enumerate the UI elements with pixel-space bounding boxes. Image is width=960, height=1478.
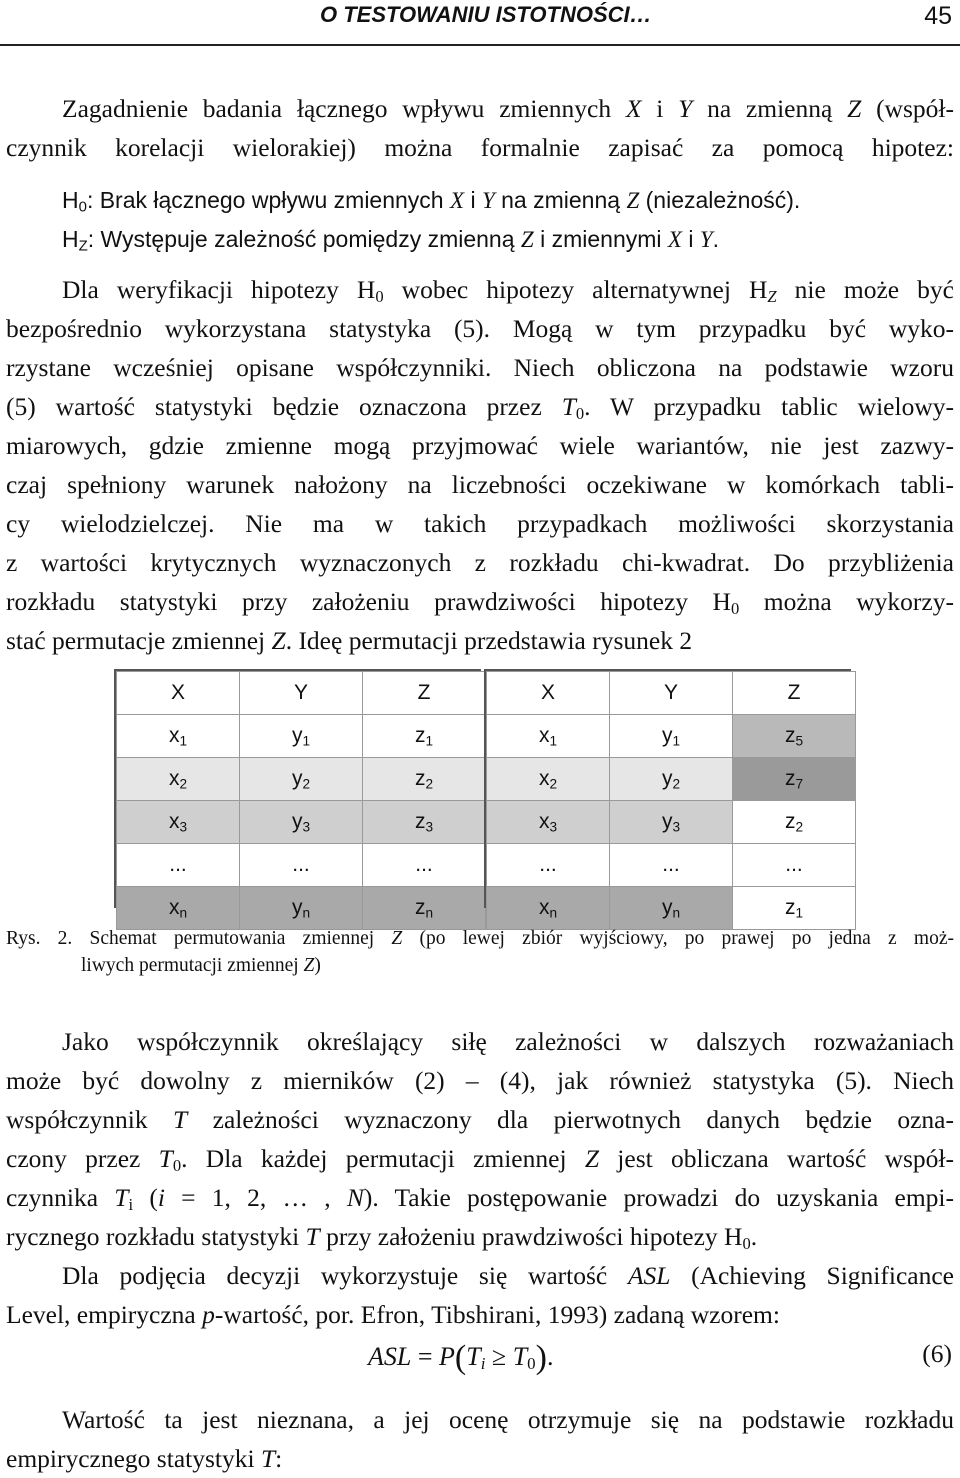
left-table (116, 671, 486, 930)
table-cell: $z_1$ (733, 887, 856, 930)
running-title: O TESTOWANIU ISTOTNOŚCI… (320, 2, 652, 27)
para1-line1: Zagadnienie badania łącznego wpływu zmiennych X i Y na zmienną Z (współ- (62, 94, 954, 123)
table-cell: $z_5$ (733, 715, 856, 758)
text-line: empirycznego statystyki T: (6, 1444, 283, 1473)
text-line: Dla weryfikacji hipotezy $H_0$ wobec hipotezy alternatywnej $H_Z$ nie może być (62, 275, 954, 307)
equation-number: (6) (922, 1339, 952, 1368)
text-line: (5) wartość statystyki będzie oznaczona przez $T_0$. W przypadku tablic wielowy- (6, 392, 954, 424)
text-line: czony przez $T_0$. Dla każdej permutacji zmiennej Z jest obliczana wartość współ- (6, 1144, 954, 1176)
para1-line2: czynnik korelacji wielorakiej) można formalnie zapisać za pomocą hipotez: (6, 133, 954, 162)
table-cell: $x_3$ (487, 801, 610, 844)
table-row (487, 715, 856, 758)
text-line: rzystane wcześniej opisane współczynniki. Niech obliczona na podstawie wzoru (6, 353, 954, 382)
table-row (117, 801, 486, 844)
table-cell: $x_1$ (117, 715, 240, 758)
table-cell: $x_1$ (487, 715, 610, 758)
text-line: może być dowolny z mierników (2) – (4), jak również statystyka (5). Niech (6, 1066, 954, 1095)
table-cell: ... (610, 844, 733, 887)
table-cell: ... (487, 844, 610, 887)
text-line: Jako współczynnik określający siłę zależności w dalszych rozważaniach (62, 1027, 954, 1056)
table-cell: ... (117, 844, 240, 887)
text-line: cy wielodzielczej. Nie ma w takich przypadkach możliwości skorzystania (6, 509, 954, 538)
header-rule (0, 44, 960, 46)
table-cell: ... (733, 844, 856, 887)
table-header-cell: Z (363, 672, 486, 715)
table-cell: $z_3$ (363, 801, 486, 844)
table-cell: $z_1$ (363, 715, 486, 758)
table-row (487, 801, 856, 844)
table-cell: $x_2$ (117, 758, 240, 801)
text-line: rycznego rozkładu statystyki T przy założeniu prawdziwości hipotezy $H_0$. (6, 1222, 758, 1254)
text-line: stać permutacje zmiennej Z. Ideę permutacji przedstawia rysunek 2 (6, 626, 693, 655)
table-cell: $x_3$ (117, 801, 240, 844)
table-header-cell: X (117, 672, 240, 715)
table-cell: $z_2$ (733, 801, 856, 844)
table-cell: $x_2$ (487, 758, 610, 801)
text-line: miarowych, gdzie zmienne mogą przyjmować wiele wariantów, nie jest zazwy- (6, 431, 954, 460)
table-cell: $y_n$ (610, 887, 733, 930)
table-row (117, 844, 486, 887)
table-cell: $y_n$ (240, 887, 363, 930)
hypothesis-hz: $H_Z$: Występuje zależność pomiędzy zmienną Z i zmiennymi X i Y. (62, 226, 720, 255)
table-cell: $y_2$ (610, 758, 733, 801)
table-cell: $z_7$ (733, 758, 856, 801)
text-line: Wartość ta jest nieznana, a jej ocenę otrzymuje się na podstawie rozkładu (62, 1405, 954, 1434)
table-cell: ... (240, 844, 363, 887)
hypothesis-h0: $H_0$: Brak łącznego wpływu zmiennych X i Y na zmienną Z (niezależność). (62, 187, 801, 216)
table-header-cell: X (487, 672, 610, 715)
table-row (487, 844, 856, 887)
table-row (487, 758, 856, 801)
text-line: rozkładu statystyki przy założeniu prawdziwości hipotezy $H_0$ można wykorzy- (6, 587, 954, 619)
text-line: czaj spełniony warunek nałożony na liczebności oczekiwane w komórkach tabli- (6, 470, 954, 499)
table-cell: $x_n$ (117, 887, 240, 930)
text-line: Dla podjęcia decyzji wykorzystuje się wartość ASL (Achieving Significance (62, 1261, 954, 1290)
table-cell: $y_2$ (240, 758, 363, 801)
table-header-cell: Z (733, 672, 856, 715)
table-cell: $z_n$ (363, 887, 486, 930)
table-cell: $y_3$ (610, 801, 733, 844)
text-line: z wartości krytycznych wyznaczonych z rozkładu chi-kwadrat. Do przybliżenia (6, 548, 954, 577)
table-row (117, 715, 486, 758)
text-line: czynnika $T_i$ (i = 1, 2, … , N). Takie postępowanie prowadzi do uzyskania empi- (6, 1183, 954, 1215)
running-header (0, 0, 960, 46)
table-row (117, 758, 486, 801)
table-row (487, 887, 856, 930)
table-row (117, 887, 486, 930)
table-cell: ... (363, 844, 486, 887)
table-header-cell: Y (610, 672, 733, 715)
table-header-cell: Y (240, 672, 363, 715)
formula-asl: ASL = $P(T_i \ge T_0)$. (368, 1339, 554, 1376)
table-cell: $y_3$ (240, 801, 363, 844)
text-line: bezpośrednio wykorzystana statystyka (5). Mogą w tym przypadku być wyko- (6, 314, 954, 343)
text-line: Level, empiryczna p-wartość, por. Efron, Tibshirani, 1993) zadaną wzorem: (6, 1300, 780, 1329)
figure-caption: Rys. 2. Schemat permutowania zmiennej Z (po lewej zbiór wyjściowy, po prawej po jedna z moż- liwych permutacji zmiennej Z) (6, 928, 954, 976)
table-cell: $y_1$ (610, 715, 733, 758)
table-cell: $z_2$ (363, 758, 486, 801)
table-cell: $x_n$ (487, 887, 610, 930)
table-cell: $y_1$ (240, 715, 363, 758)
page-number: 45 (924, 2, 952, 30)
text-line: współczynnik T zależności wyznaczony dla pierwotnych danych będzie ozna- (6, 1105, 954, 1134)
right-table (486, 671, 856, 930)
